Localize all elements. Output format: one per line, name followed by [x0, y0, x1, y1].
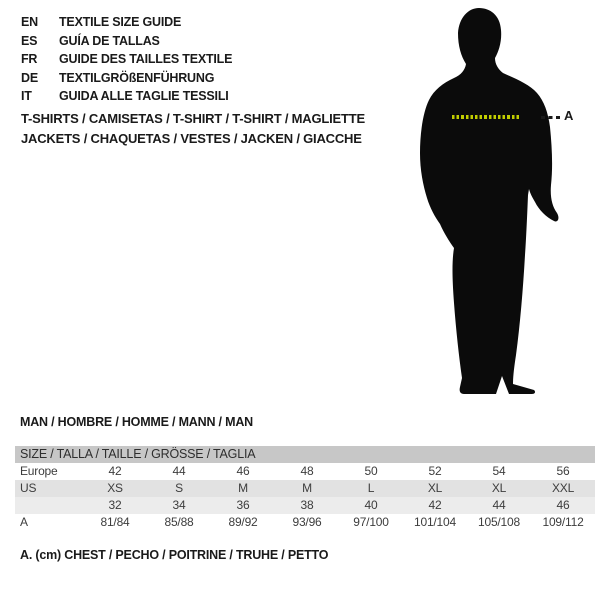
size-cell: 89/92	[228, 515, 258, 529]
size-cell: 42	[108, 464, 122, 478]
language-code: FR	[21, 52, 38, 67]
table-header-row	[15, 446, 595, 463]
table-row-chest-a	[15, 514, 595, 531]
size-cell: 52	[428, 464, 442, 478]
size-cell: 50	[364, 464, 378, 478]
measure-label-a: A	[564, 108, 574, 123]
size-cell: S	[147, 480, 211, 497]
size-cell: M	[211, 480, 275, 497]
chest-measure-dotted-line	[452, 115, 520, 119]
garment-category-lines	[21, 109, 365, 149]
size-cell: 105/108	[478, 515, 520, 529]
language-code: DE	[21, 70, 38, 85]
language-row	[21, 13, 232, 32]
size-cell: L	[339, 480, 403, 497]
language-label: TEXTILGRÖßENFÜHRUNG	[59, 70, 215, 85]
size-cell: 93/96	[292, 515, 322, 529]
size-cell: 101/104	[414, 515, 456, 529]
row-label: US	[15, 480, 83, 497]
language-code: IT	[21, 89, 32, 104]
size-cell: 40	[339, 497, 403, 514]
size-cell: XL	[467, 480, 531, 497]
category-line-tshirts: T-SHIRTS / CAMISETAS / T-SHIRT / T-SHIRT / MAGLIETTE	[21, 111, 365, 126]
size-cell: 56	[556, 464, 570, 478]
size-cell: 54	[492, 464, 506, 478]
section-heading-man: MAN / HOMBRE / HOMME / MANN / MAN	[20, 415, 253, 429]
size-cell: 81/84	[100, 515, 130, 529]
chest-measurement-footnote: A. (cm) CHEST / PECHO / POITRINE / TRUHE / PETTO	[20, 548, 329, 562]
size-cell: 38	[275, 497, 339, 514]
size-cell: 48	[300, 464, 314, 478]
size-cell: 46	[236, 464, 250, 478]
category-line-jackets: JACKETS / CHAQUETAS / VESTES / JACKEN / GIACCHE	[21, 131, 362, 146]
size-cell: 85/88	[164, 515, 194, 529]
language-list	[21, 13, 232, 106]
table-row-us	[15, 480, 595, 497]
table-header-label: SIZE / TALLA / TAILLE / GRÖSSE / TAGLIA	[15, 446, 595, 463]
language-row	[21, 32, 232, 51]
size-cell: XL	[403, 480, 467, 497]
size-cell: 36	[211, 497, 275, 514]
language-code: ES	[21, 33, 38, 48]
language-row	[21, 50, 232, 69]
size-table	[15, 446, 595, 531]
language-label: GUÍA DE TALLAS	[59, 33, 160, 48]
row-label: Europe	[20, 464, 58, 478]
size-cell: XXL	[531, 480, 595, 497]
language-row	[21, 87, 232, 106]
size-cell: XS	[83, 480, 147, 497]
language-label: GUIDA ALLE TAGLIE TESSILI	[59, 89, 229, 104]
man-silhouette	[415, 5, 575, 400]
row-label: A	[20, 515, 28, 529]
size-cell: M	[275, 480, 339, 497]
size-cell: 32	[83, 497, 147, 514]
row-label	[15, 497, 83, 514]
size-cell: 109/112	[542, 515, 584, 529]
size-cell: 44	[172, 464, 186, 478]
size-cell: 34	[147, 497, 211, 514]
size-cell: 46	[531, 497, 595, 514]
size-cell: 44	[467, 497, 531, 514]
size-cell: 42	[403, 497, 467, 514]
table-row-europe	[15, 463, 595, 480]
measure-leader-dashes	[541, 116, 562, 119]
language-row	[21, 69, 232, 88]
language-label: TEXTILE SIZE GUIDE	[59, 15, 182, 29]
language-label: GUIDE DES TAILLES TEXTILE	[59, 52, 233, 67]
size-cell: 97/100	[353, 515, 389, 529]
language-code: EN	[21, 15, 38, 29]
table-row-unlabeled	[15, 497, 595, 514]
